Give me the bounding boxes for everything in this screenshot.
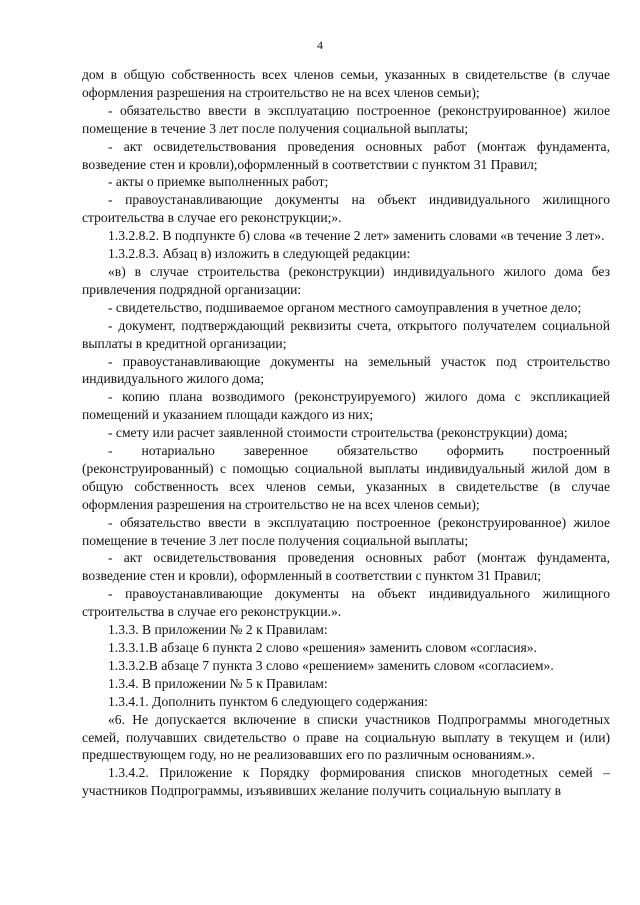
paragraph: 1.3.3. В приложении № 2 к Правилам:: [108, 622, 328, 638]
paragraph: - правоустанавливающие документы на объект индивидуального жилищного строительства в случае его реконструкции;».: [82, 192, 610, 226]
paragraph: 1.3.4.1. Дополнить пунктом 6 следующего содержания:: [108, 693, 428, 709]
document-body: [82, 66, 610, 800]
paragraph: - акт освидетельствования проведения основных работ (монтаж фундамента, возведение стен и кровли),оформленный в соответствии с пунктом 31 Правил;: [82, 138, 610, 172]
paragraph: - правоустанавливающие документы на земельный участок под строительство индивидуального жилого дома;: [82, 353, 610, 387]
paragraph: 1.3.2.8.2. В подпункте б) слова «в течение 2 лет» заменить словами «в течение 3 лет».: [108, 228, 605, 244]
paragraph: 1.3.2.8.3. Абзац в) изложить в следующей редакции:: [108, 246, 411, 262]
paragraph: - свидетельство, подшиваемое органом местного самоуправления в учетное дело;: [108, 299, 582, 315]
paragraph: - документ, подтверждающий реквизиты счета, открытого получателем социальной выплаты в кредитной организации;: [82, 317, 610, 351]
paragraph: 1.3.3.1.В абзаце 6 пункта 2 слово «решения» заменить словом «согласия».: [108, 640, 537, 655]
paragraph: дом в общую собственность всех членов семьи, указанных в свидетельстве (в случае оформления разрешения на строительство не на всех членов семьи);: [82, 67, 610, 100]
paragraph: 1.3.4. В приложении № 5 к Правилам:: [108, 675, 328, 691]
paragraph: «6. Не допускается включение в списки участников Подпрограммы многодетных семей, получавших свидетельство о праве на социальную выплату в текущем и (или) предшествующем году, но не реализовавших его по различным основаниям.».: [82, 711, 610, 763]
paragraph: - нотариально заверенное обязательство оформить построенный (реконструированный) с помощью социальной выплаты индивидуальный жилой дом в общую собственность всех членов семьи, указанных в свидетельстве (в случае оформления разрешения на строительство не на всех членов семьи);: [82, 443, 610, 512]
paragraph: - обязательство ввести в эксплуатацию построенное (реконструированное) жилое помещение в течение 3 лет после получения социальной выплаты;: [82, 102, 610, 136]
page-number: 4: [317, 38, 323, 52]
paragraph: - акты о приемке выполненных работ;: [108, 174, 329, 190]
paragraph: 1.3.4.2. Приложение к Порядку формирования списков многодетных семей – участников Подпрограммы, изъявивших желание получить социальную выплату в: [82, 765, 610, 799]
paragraph: - акт освидетельствования проведения основных работ (монтаж фундамента, возведение стен и кровли), оформленный в соответствии с пунктом 31 Правил;: [82, 550, 610, 584]
paragraph: 1.3.3.2.В абзаце 7 пункта 3 слово «решением» заменить словом «согласием».: [108, 657, 554, 673]
paragraph: «в) в случае строительства (реконструкции) индивидуального жилого дома без привлечения подрядной организации:: [82, 263, 610, 297]
paragraph: - смету или расчет заявленной стоимости строительства (реконструкции) дома;: [108, 425, 568, 441]
paragraph: - копию плана возводимого (реконструируемого) жилого дома с экспликацией помещений и указанием площади каждого из них;: [82, 389, 610, 423]
paragraph: - обязательство ввести в эксплуатацию построенное (реконструированное) жилое помещение в течение 3 лет после получения социальной выплаты;: [82, 514, 610, 548]
paragraph: - правоустанавливающие документы на объект индивидуального жилищного строительства в случае его реконструкции.».: [82, 586, 610, 620]
